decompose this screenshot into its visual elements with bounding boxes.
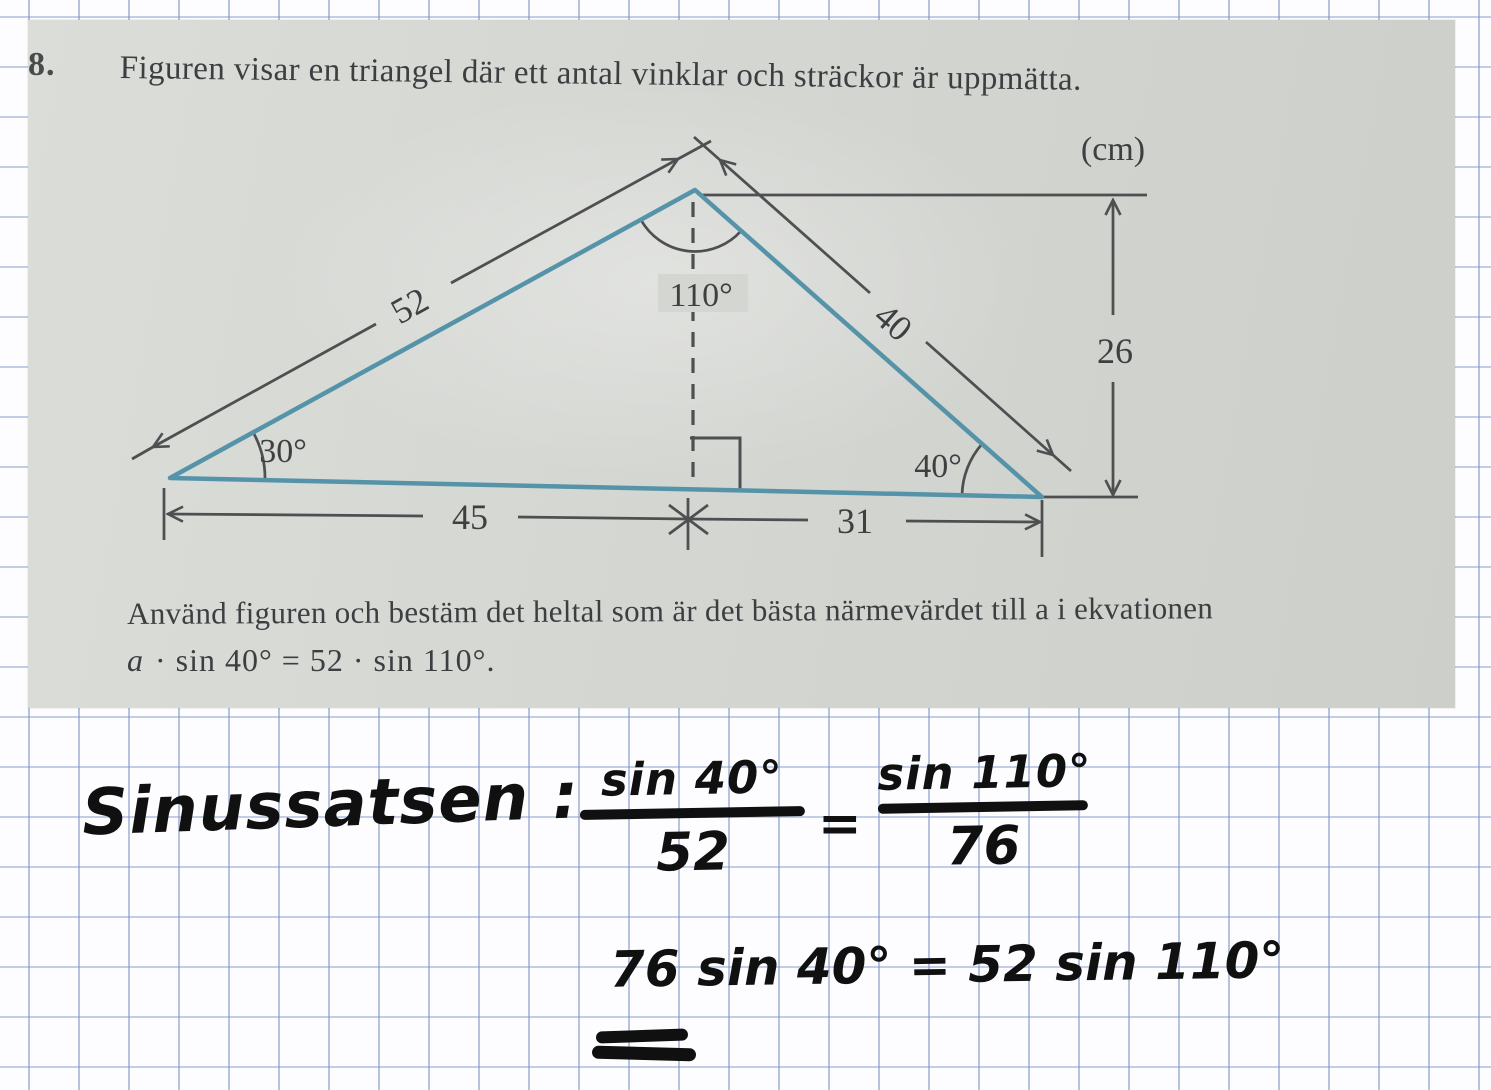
fraction-left-bar bbox=[580, 806, 805, 820]
fraction-right-bar bbox=[878, 800, 1088, 814]
equation-rest: · sin 40° = 52 · sin 110°. bbox=[146, 642, 496, 678]
question-text: Använd figuren och bestäm det heltal som är det bästa närmevärdet till a i ekvationen bbox=[127, 590, 1214, 631]
left-angle-label: 30° bbox=[259, 433, 307, 470]
fraction-right-numerator: sin 110° bbox=[876, 744, 1093, 801]
conclusion-equation: 76 sin 40° = 52 sin 110° bbox=[609, 931, 1285, 999]
apex-angle-label: 110° bbox=[669, 277, 733, 314]
fraction-left-numerator: sin 40° bbox=[600, 750, 784, 807]
double-underline-stroke-2 bbox=[592, 1046, 696, 1062]
unit-label: (cm) bbox=[1080, 131, 1146, 168]
fraction-left bbox=[579, 750, 806, 885]
right-side-label: 40 bbox=[866, 295, 920, 350]
fraction-right bbox=[876, 744, 1093, 879]
fraction-right-denominator: 76 bbox=[946, 815, 1022, 878]
height-label: 26 bbox=[1097, 331, 1133, 371]
problem-number: 8. bbox=[28, 46, 56, 83]
sine-rule-label: Sinussatsen : bbox=[80, 759, 581, 851]
right-angle-label: 40° bbox=[914, 448, 962, 485]
double-underline-stroke-1 bbox=[596, 1028, 688, 1043]
base-left-label: 45 bbox=[452, 497, 488, 537]
problem-statement: Figuren visar en triangel där ett antal vinklar och sträckor är uppmätta. bbox=[119, 50, 1082, 98]
equation-variable: a bbox=[127, 642, 144, 678]
base-right-label: 31 bbox=[837, 501, 873, 541]
left-side-label: 52 bbox=[384, 279, 436, 332]
fraction-left-denominator: 52 bbox=[655, 821, 731, 884]
equals-sign: = bbox=[818, 794, 862, 854]
